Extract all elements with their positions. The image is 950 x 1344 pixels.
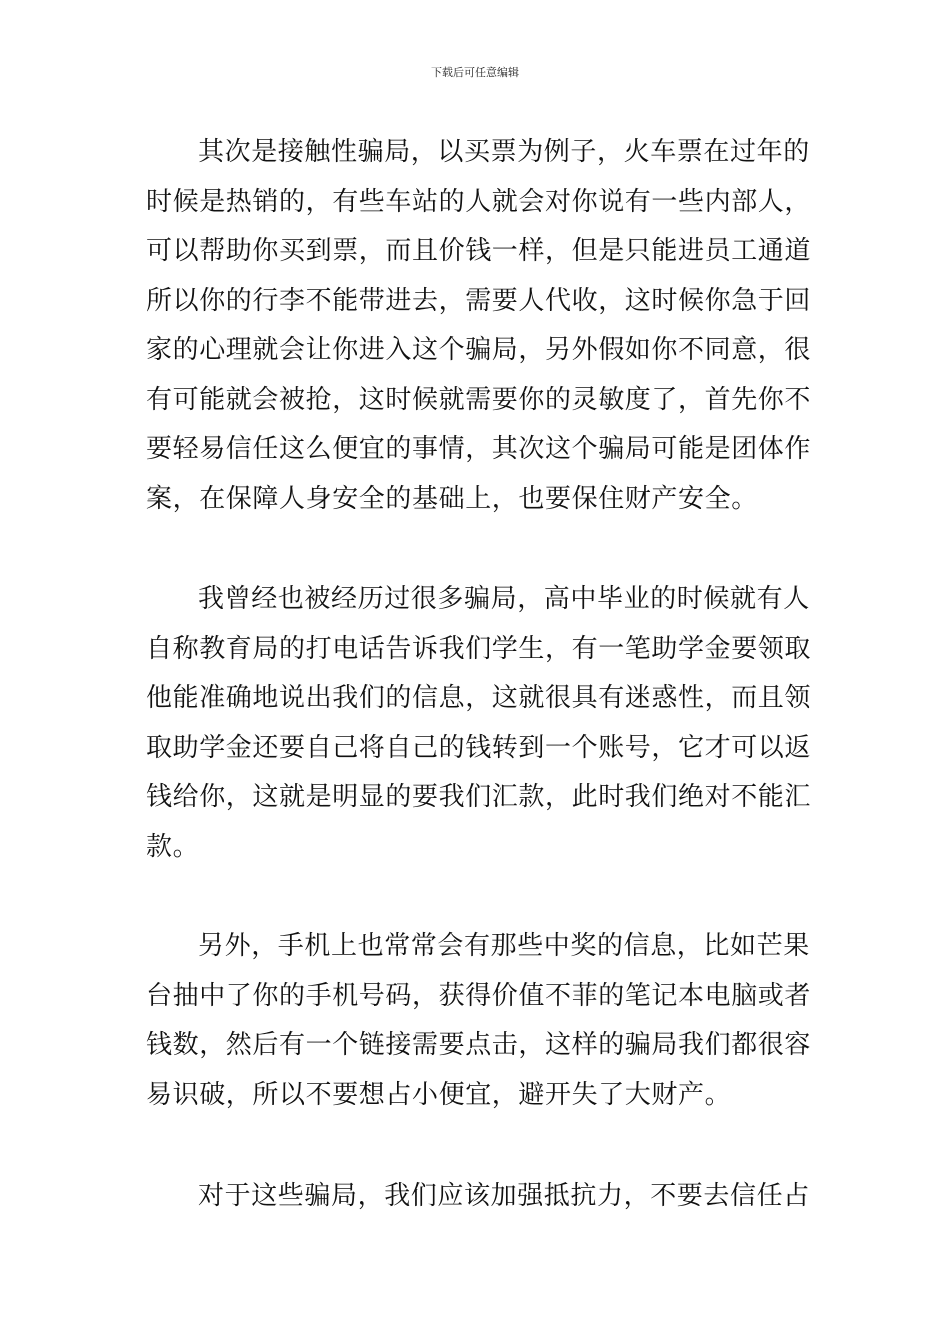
- paragraph-line: 另外，手机上也常常会有那些中奖的信息，比如芒果: [198, 931, 810, 961]
- paragraph-line: 钱数，然后有一个链接需要点击，这样的骗局我们都很容: [146, 1030, 812, 1060]
- paragraph-contact-scam: [146, 128, 810, 524]
- paragraph-line: 对于这些骗局，我们应该加强抵抗力，不要去信任占: [198, 1181, 810, 1211]
- paragraph-line: 有可能就会被抢，这时候就需要你的灵敏度了，首先你不: [146, 384, 812, 415]
- paragraph-line: 易识破，所以不要想占小便宜，避开失了大财产。: [146, 1079, 732, 1110]
- paragraph-line: 家的心理就会让你进入这个骗局，另外假如你不同意，很: [146, 335, 812, 365]
- paragraph-line: 可以帮助你买到票，而且价钱一样，但是只能进员工通道: [146, 236, 812, 266]
- paragraph-phone-prize-scam: [146, 922, 810, 1120]
- paragraph-line: 取助学金还要自己将自己的钱转到一个账号，它才可以返: [146, 732, 812, 763]
- paragraph-personal-experience: [146, 575, 810, 872]
- paragraph-line: 其次是接触性骗局，以买票为例子，火车票在过年的: [198, 137, 810, 167]
- paragraph-line: 他能准确地说出我们的信息，这就很具有迷惑性，而且领: [146, 683, 812, 713]
- paragraph-line: 要轻易信任这么便宜的事情，其次这个骗局可能是团体作: [146, 434, 812, 464]
- page-header: 下载后可任意编辑: [431, 66, 519, 79]
- paragraph-line: 款。: [146, 831, 200, 862]
- paragraph-line: 所以你的行李不能带进去，需要人代收，这时候你急于回: [146, 285, 812, 316]
- paragraph-line: 时候是热销的，有些车站的人就会对你说有一些内部人，: [146, 186, 812, 217]
- paragraph-line: 台抽中了你的手机号码，获得价值不菲的笔记本电脑或者: [146, 980, 812, 1011]
- paragraph-line: 钱给你，这就是明显的要我们汇款，此时我们绝对不能汇: [146, 782, 812, 812]
- paragraph-line: 案，在保障人身安全的基础上，也要保住财产安全。: [146, 483, 758, 514]
- paragraph-conclusion: [146, 1172, 810, 1222]
- paragraph-line: 自称教育局的打电话告诉我们学生，有一笔助学金要领取: [146, 633, 812, 664]
- paragraph-line: 我曾经也被经历过很多骗局，高中毕业的时候就有人: [198, 584, 810, 614]
